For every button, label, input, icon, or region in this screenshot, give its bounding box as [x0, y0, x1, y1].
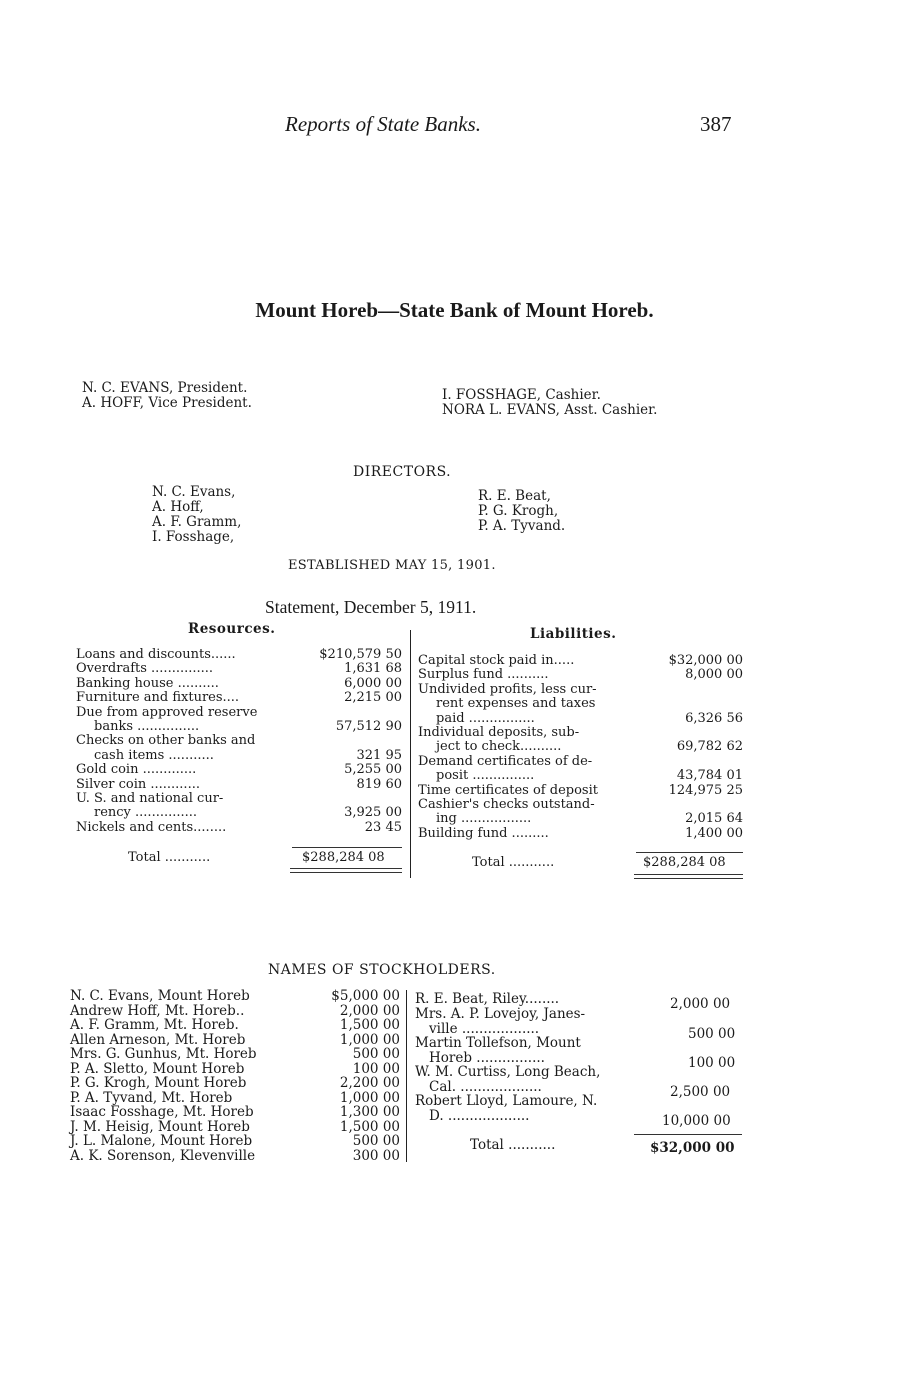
- row-amount: 8,000 00: [685, 667, 743, 683]
- row-label: U. S. and national cur-: [76, 790, 224, 806]
- table-row: [418, 769, 743, 783]
- stockholder-name: A. F. Gramm, Mt. Horeb.: [70, 1017, 239, 1033]
- row-label: Undivided profits, less cur-: [418, 681, 597, 697]
- row-label: Overdrafts ...............: [76, 661, 214, 677]
- table-row: [418, 798, 743, 812]
- directors-right: [478, 489, 565, 534]
- row-label: Furniture and fixtures....: [76, 690, 240, 706]
- bank-title: Mount Horeb—State Bank of Mount Horeb.: [255, 298, 654, 322]
- row-label: Checks on other banks and: [76, 733, 256, 749]
- row-amount: 23 45: [364, 819, 402, 835]
- stockholder-amount: 1,300 00: [339, 1104, 400, 1120]
- table-row: [76, 662, 402, 676]
- officer-president: N. C. EVANS, President.: [82, 380, 248, 396]
- row-label: Nickels and cents........: [76, 819, 227, 835]
- list-item: [415, 1036, 581, 1065]
- row-label: ject to check..........: [436, 739, 562, 755]
- row-amount: 1,631 68: [344, 661, 402, 677]
- list-item: [415, 1065, 600, 1094]
- row-amount: 124,975 25: [668, 782, 743, 798]
- row-label: Due from approved reserve: [76, 704, 258, 720]
- row-amount: 3,925 00: [344, 805, 402, 821]
- officer-asst-cashier: NORA L. EVANS, Asst. Cashier.: [442, 402, 658, 418]
- director-name: P. G. Krogh,: [478, 503, 559, 519]
- resources-total-label: Total ...........: [128, 850, 211, 865]
- stockholder-amount: 10,000 00: [662, 1113, 731, 1129]
- liabilities-table: [418, 654, 743, 841]
- stockholder-name: Robert Lloyd, Lamoure, N.: [415, 1093, 598, 1109]
- table-row: [76, 734, 402, 748]
- row-label: Capital stock paid in.....: [418, 653, 575, 668]
- liabilities-total-amount: $288,284 08: [643, 855, 726, 870]
- statement-divider: [410, 630, 411, 878]
- table-row: [418, 697, 743, 711]
- established-date: ESTABLISHED MAY 15, 1901.: [288, 558, 496, 573]
- row-label: banks ...............: [94, 718, 200, 734]
- row-amount: 321 95: [356, 747, 402, 763]
- stockholders-heading: NAMES OF STOCKHOLDERS.: [268, 962, 496, 978]
- table-row: [76, 806, 402, 820]
- row-amount: 2,015 64: [685, 811, 743, 827]
- resources-heading: Resources.: [188, 621, 276, 637]
- stockholder-name: Mrs. A. P. Lovejoy, Janes-: [415, 1006, 586, 1022]
- stockholder-name: Cal. ...................: [429, 1078, 542, 1095]
- director-name: R. E. Beat,: [478, 488, 551, 504]
- stockholder-amount: 1,500 00: [339, 1118, 400, 1135]
- table-row: [76, 691, 402, 705]
- resources-table: [76, 648, 402, 835]
- stockholder-name: J. M. Heisig, Mount Horeb: [70, 1118, 250, 1135]
- list-item: [415, 992, 559, 1007]
- officers-left: [82, 381, 252, 411]
- row-label: Banking house ..........: [76, 675, 219, 691]
- table-row: [418, 712, 743, 726]
- row-amount: 2,215 00: [344, 690, 402, 706]
- list-item: [70, 1033, 400, 1048]
- statement-heading: Statement, December 5, 1911.: [265, 597, 477, 617]
- running-title: Reports of State Banks.: [285, 112, 481, 136]
- stockholder-amount: 100 00: [352, 1060, 400, 1077]
- list-item: [70, 989, 400, 1004]
- row-amount: 43,784 01: [676, 768, 743, 784]
- row-label: ing .................: [436, 811, 532, 827]
- resources-total-rule: [292, 847, 402, 848]
- list-item: [70, 1076, 400, 1091]
- list-item: [70, 1004, 400, 1019]
- stockholder-name: Isaac Fosshage, Mt. Horeb: [70, 1104, 254, 1120]
- director-name: N. C. Evans,: [152, 484, 236, 500]
- stockholders-total-label: Total ...........: [470, 1137, 556, 1153]
- list-item: [70, 1105, 400, 1120]
- stockholder-amount: 1,500 00: [339, 1017, 400, 1033]
- row-label: paid ................: [436, 710, 535, 726]
- stockholder-name: P. G. Krogh, Mount Horeb: [70, 1075, 247, 1091]
- table-row: [418, 683, 743, 697]
- table-row: [418, 740, 743, 754]
- row-amount: 69,782 62: [676, 739, 743, 755]
- stockholder-amount: 2,000 00: [670, 996, 731, 1012]
- liabilities-heading: Liabilities.: [530, 626, 617, 642]
- row-amount: $32,000 00: [668, 653, 743, 668]
- row-amount: 5,255 00: [344, 762, 402, 778]
- row-label: posit ...............: [436, 768, 535, 784]
- row-label: Individual deposits, sub-: [418, 724, 580, 740]
- stockholder-name: A. K. Sorenson, Klevenville: [70, 1147, 256, 1164]
- stockholders-total-rule: [634, 1134, 742, 1135]
- stockholder-name: R. E. Beat, Riley........: [415, 991, 560, 1007]
- stockholder-name: D. ...................: [429, 1107, 530, 1124]
- table-row: [418, 812, 743, 826]
- director-name: A. Hoff,: [152, 499, 204, 515]
- officers-right: [442, 388, 657, 418]
- stockholder-amount: 2,000 00: [339, 1002, 400, 1019]
- stockholder-name: Andrew Hoff, Mt. Horeb..: [70, 1002, 245, 1019]
- stockholders-total-amount: $32,000 00: [650, 1140, 735, 1156]
- list-item: [415, 1007, 585, 1036]
- list-item: [70, 1134, 400, 1149]
- stockholder-amount: 1,000 00: [339, 1031, 400, 1048]
- stockholder-name: P. A. Sletto, Mount Horeb: [70, 1060, 245, 1077]
- table-row: [76, 778, 402, 792]
- list-item: [70, 1062, 400, 1077]
- row-label: rency ...............: [94, 805, 198, 821]
- table-row: [418, 654, 743, 668]
- stockholders-divider: [406, 990, 407, 1162]
- table-row: [76, 763, 402, 777]
- stockholder-amount: 2,500 00: [670, 1084, 731, 1100]
- table-row: [418, 755, 743, 769]
- row-amount: $210,579 50: [319, 647, 402, 662]
- table-row: [76, 792, 402, 806]
- table-row: [418, 668, 743, 682]
- stockholder-name: J. L. Malone, Mount Horeb: [70, 1133, 253, 1149]
- stockholders-left-list: [70, 989, 400, 1163]
- table-row: [76, 677, 402, 691]
- row-label: Loans and discounts......: [76, 647, 236, 662]
- row-amount: 6,326 56: [685, 710, 743, 726]
- list-item: [70, 1149, 400, 1164]
- stockholder-name: ville ..................: [429, 1020, 540, 1037]
- table-row: [418, 784, 743, 798]
- stockholder-name: P. A. Tyvand, Mt. Horeb: [70, 1089, 233, 1106]
- liabilities-total-label: Total ...........: [472, 855, 555, 870]
- directors-left: [152, 485, 241, 545]
- row-label: rent expenses and taxes: [436, 696, 596, 712]
- stockholder-amount: 500 00: [688, 1026, 736, 1042]
- table-row: [76, 706, 402, 720]
- list-item: [70, 1120, 400, 1135]
- stockholder-amount: 100 00: [688, 1055, 736, 1071]
- stockholder-name: Martin Tollefson, Mount: [415, 1035, 581, 1051]
- row-label: Time certificates of deposit: [418, 782, 598, 798]
- row-amount: 819 60: [356, 776, 402, 792]
- row-label: Cashier's checks outstand-: [418, 796, 595, 812]
- stockholder-name: Mrs. G. Gunhus, Mt. Horeb: [70, 1046, 257, 1062]
- stockholder-amount: 500 00: [352, 1133, 400, 1149]
- table-row: [418, 726, 743, 740]
- director-name: I. Fosshage,: [152, 529, 235, 545]
- list-item: [70, 1018, 400, 1033]
- stockholder-name: N. C. Evans, Mount Horeb: [70, 988, 250, 1004]
- row-label: Demand certificates of de-: [418, 753, 593, 769]
- resources-total-amount: $288,284 08: [302, 850, 385, 865]
- row-amount: 6,000 00: [344, 675, 402, 691]
- table-row: [76, 648, 402, 662]
- row-label: Gold coin .............: [76, 762, 197, 778]
- officer-vice-president: A. HOFF, Vice President.: [82, 395, 252, 411]
- liabilities-total-rule: [636, 852, 743, 853]
- director-name: P. A. Tyvand.: [478, 518, 566, 534]
- row-label: Building fund .........: [418, 825, 549, 841]
- list-item: [70, 1091, 400, 1106]
- row-amount: 57,512 90: [335, 718, 402, 734]
- stockholder-amount: 2,200 00: [339, 1075, 400, 1091]
- list-item: [415, 1094, 597, 1123]
- stockholder-name: W. M. Curtiss, Long Beach,: [415, 1064, 601, 1080]
- officer-cashier: I. FOSSHAGE, Cashier.: [442, 387, 601, 403]
- director-name: A. F. Gramm,: [152, 514, 242, 530]
- table-row: [418, 827, 743, 841]
- resources-double-rule: [290, 868, 402, 873]
- stockholder-amount: 500 00: [352, 1046, 400, 1062]
- table-row: [76, 821, 402, 835]
- table-row: [76, 749, 402, 763]
- row-label: cash items ...........: [94, 747, 214, 763]
- row-label: Surplus fund ..........: [418, 667, 549, 683]
- row-amount: 1,400 00: [685, 825, 743, 841]
- directors-heading: DIRECTORS.: [353, 464, 452, 480]
- stockholder-name: Horeb ................: [429, 1049, 545, 1066]
- list-item: [70, 1047, 400, 1062]
- stockholder-amount: 1,000 00: [339, 1089, 400, 1106]
- liabilities-double-rule: [634, 874, 743, 879]
- stockholder-name: Allen Arneson, Mt. Horeb: [70, 1031, 246, 1048]
- row-label: Silver coin ............: [76, 776, 200, 792]
- stockholder-amount: 300 00: [352, 1147, 400, 1164]
- table-row: [76, 720, 402, 734]
- page-number: 387: [700, 112, 732, 136]
- stockholder-amount: $5,000 00: [331, 988, 400, 1004]
